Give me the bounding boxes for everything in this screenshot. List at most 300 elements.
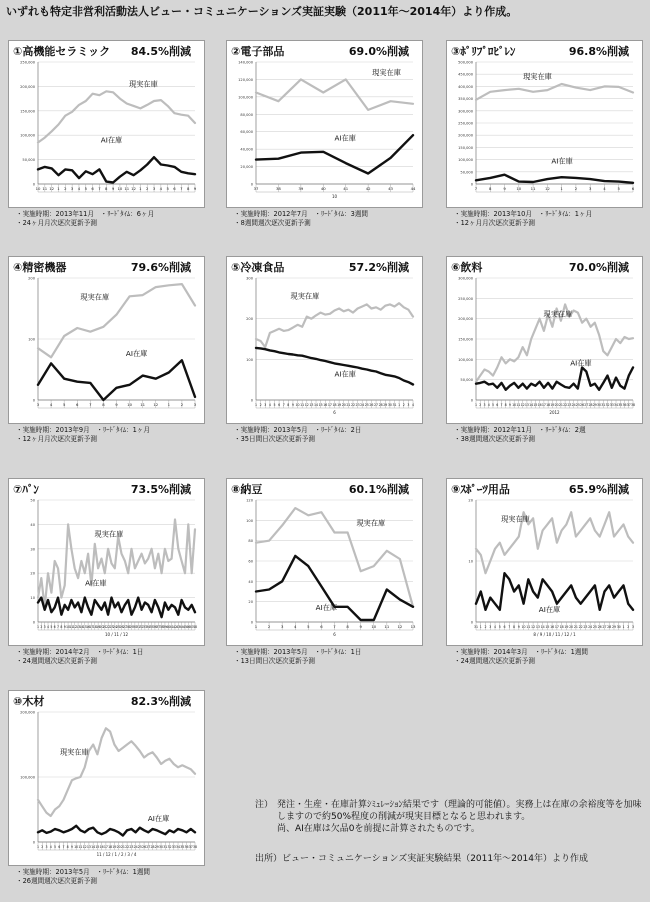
x-tick-label: 30 [597, 403, 602, 407]
chart-note: ・実施時期：2013年11月 ・ﾘｰﾄﾞﾀｲﾑ：6ヶ月 [16, 210, 155, 218]
x-tick-label: 26 [597, 625, 602, 629]
x-group-label: 8 / 9 / 10 / 11 / 12 / 1 [533, 632, 576, 637]
x-tick-label: 3 [588, 186, 592, 191]
y-tick-label: 0 [32, 840, 35, 845]
x-tick-label: 34 [613, 403, 619, 407]
series-label: 現実在庫 [372, 68, 401, 78]
x-tick-label: 2 [146, 186, 149, 191]
y-tick-label: 120 [246, 498, 253, 503]
x-tick-label: 18 [546, 403, 551, 407]
x-tick-label: 31 [601, 403, 606, 407]
x-tick-label: 40 [320, 186, 326, 191]
x-tick-label: 16 [323, 403, 328, 407]
y-tick-label: 100,000 [458, 357, 473, 362]
x-tick-label: 19 [564, 625, 569, 629]
x-tick-label: 10 [521, 625, 526, 629]
x-tick-label: 44 [179, 625, 184, 629]
x-tick-label: 35 [180, 845, 185, 849]
x-tick-label: 40 [166, 625, 171, 629]
y-tick-label: 400,000 [458, 84, 473, 89]
x-tick-label: 33 [171, 845, 176, 849]
x-tick-label: 14 [529, 403, 534, 407]
x-tick-label: 30 [616, 625, 621, 629]
x-group-label: 11 / 12 / 1 / 2 / 3 / 4 [96, 852, 137, 857]
y-tick-label: 0 [470, 398, 473, 403]
source-note: 出所）ビュー・コミュニケーションズ実証実験結果（2011年～2014年）より作成 [255, 854, 589, 864]
x-tick-label: 28 [150, 845, 155, 849]
x-tick-label: 7 [500, 403, 503, 407]
x-tick-label: 24 [133, 845, 138, 849]
x-tick-label: 9 [63, 625, 66, 629]
y-tick-label: 100,000 [20, 133, 35, 138]
y-tick-label: 350,000 [458, 97, 473, 102]
x-tick-label: 16 [550, 625, 555, 629]
x-tick-label: 12 [153, 402, 159, 407]
x-tick-label: 2 [40, 625, 43, 629]
x-tick-label: 4 [603, 186, 606, 191]
chart-note: ・8週間週次逐次更新予測 [234, 219, 311, 227]
chart-note: ・実施時期：2014年2月 ・ﾘｰﾄﾞﾀｲﾑ：1日 [16, 648, 144, 656]
y-tick-label: 200 [246, 317, 253, 322]
x-tick-label: 13 [76, 625, 81, 629]
x-tick-label: 22 [350, 403, 356, 407]
x-tick-label: 25 [364, 403, 369, 407]
x-tick-label: 15 [545, 625, 550, 629]
x-tick-label: 6 [503, 625, 506, 629]
x-tick-label: 33 [142, 625, 147, 629]
y-tick-label: 0 [250, 620, 253, 625]
series-line-ai [476, 368, 633, 390]
y-tick-label: 40 [248, 579, 253, 584]
x-tick-label: 5 [498, 625, 501, 629]
x-tick-label: 22 [578, 625, 583, 629]
x-tick-label: 11 [516, 403, 521, 407]
x-tick-label: 28 [588, 403, 593, 407]
x-tick-label: 32 [605, 403, 610, 407]
x-tick-label: 3 [407, 403, 410, 407]
x-tick-label: 2 [64, 186, 67, 191]
y-tick-label: 20 [30, 571, 35, 576]
series-label: AI在庫 [315, 602, 338, 612]
y-tick-label: 150,000 [458, 145, 473, 150]
y-tick-label: 0 [32, 620, 35, 625]
y-tick-label: 30 [30, 547, 35, 552]
x-tick-label: 1 [57, 186, 60, 191]
x-tick-label: 41 [343, 186, 349, 191]
footnote-line: 尚、AI在庫は欠品0を前提に計算されたものです。 [277, 824, 480, 834]
series-label: 現実在庫 [290, 291, 320, 301]
x-tick-label: 1 [479, 625, 482, 629]
y-tick-label: 200,000 [20, 84, 35, 89]
x-tick-label: 11 [300, 403, 305, 407]
x-tick-label: 5 [617, 186, 620, 191]
reduction-rate: 73.5%削減 [130, 483, 191, 496]
y-tick-label: 150,000 [20, 109, 35, 114]
y-tick-label: 100,000 [458, 158, 473, 163]
x-tick-label: 13 [86, 845, 91, 849]
reduction-rate: 60.1%削減 [348, 483, 409, 496]
x-tick-label: 3 [70, 186, 74, 191]
x-tick-label: 2 [574, 186, 578, 191]
x-tick-label: 4 [411, 403, 415, 407]
y-tick-label: 0 [32, 182, 35, 187]
x-tick-label: 47 [189, 625, 194, 629]
series-line-real [256, 303, 413, 347]
x-tick-label: 5 [491, 403, 494, 407]
chart-note: ・13日間日次逐次更新予測 [234, 657, 315, 665]
series-line-ai [38, 360, 195, 400]
x-tick-label: 38 [192, 845, 198, 849]
x-tick-label: 13 [524, 403, 529, 407]
x-tick-label: 1 [254, 624, 258, 629]
x-tick-label: 12 [82, 845, 87, 849]
chart-note: ・38週間週次逐次更新予測 [454, 435, 535, 443]
reduction-rate: 96.8%削減 [568, 45, 629, 58]
footnote-line: 発注・生産・在庫計算ｼﾐｭﾚｰｼｮﾝ結果です（理論的可能値）。実務上は在庫の余裕度等を加味しますので約50%程度の削減が現実目標となると思われます。 [277, 800, 642, 822]
x-tick-label: 3 [631, 625, 635, 629]
y-tick-label: 100,000 [20, 775, 35, 780]
y-tick-label: 10 [30, 596, 35, 601]
x-tick-label: 16 [537, 403, 542, 407]
x-tick-label: 10 [66, 625, 71, 629]
x-tick-label: 3 [264, 403, 267, 407]
x-tick-label: 3 [489, 625, 492, 629]
x-tick-label: 26 [142, 845, 147, 849]
series-label: AI在庫 [147, 814, 170, 824]
chart-note: ・12ヶ月月次逐次更新予測 [16, 435, 97, 443]
x-tick-label: 27 [122, 625, 127, 629]
y-tick-label: 100,000 [238, 95, 253, 100]
x-tick-label: 2 [41, 845, 44, 849]
chart-plot [226, 478, 423, 646]
x-tick-label: 7 [57, 625, 60, 629]
x-tick-label: 21 [102, 625, 107, 629]
x-tick-label: 26 [369, 403, 374, 407]
x-tick-label: 13 [309, 403, 314, 407]
x-tick-label: 9 [115, 402, 118, 407]
y-tick-label: 50 [30, 498, 35, 503]
x-tick-label: 5 [307, 624, 310, 629]
x-tick-label: 16 [99, 845, 104, 849]
x-tick-label: 19 [550, 403, 555, 407]
y-tick-label: 50,000 [22, 158, 35, 163]
x-tick-label: 35 [618, 403, 623, 407]
y-tick-label: 100 [246, 518, 253, 523]
x-tick-label: 7 [89, 402, 92, 407]
y-tick-label: 300 [246, 276, 253, 281]
x-tick-label: 3 [483, 403, 486, 407]
x-tick-label: 4 [49, 402, 53, 407]
x-tick-label: 23 [567, 403, 572, 407]
x-tick-label: 8 [66, 845, 69, 849]
x-tick-label: 42 [365, 186, 371, 191]
x-tick-label: 12 [397, 624, 403, 629]
x-tick-label: 17 [103, 845, 108, 849]
x-tick-label: 14 [313, 403, 319, 407]
x-tick-label: 9 [359, 624, 362, 629]
x-tick-label: 10 [371, 624, 377, 629]
x-tick-label: 38 [276, 186, 281, 191]
x-tick-label: 11 [140, 402, 146, 407]
x-tick-label: 7 [333, 624, 336, 629]
y-tick-label: 250,000 [458, 296, 473, 301]
x-tick-label: 36 [622, 403, 627, 407]
x-tick-label: 6 [631, 186, 635, 191]
x-tick-label: 19 [337, 403, 342, 407]
series-line-ai [38, 826, 195, 836]
x-tick-label: 15 [318, 403, 323, 407]
x-tick-label: 8 [60, 625, 63, 629]
y-tick-label: 60 [248, 559, 253, 564]
chart-title: ⑤冷凍食品 [231, 261, 285, 274]
x-tick-label: 34 [175, 845, 181, 849]
x-tick-label: 4 [47, 625, 50, 629]
x-tick-label: 1 [36, 625, 40, 629]
chart-title: ①高機能セラミック [13, 45, 111, 58]
footnote-body [277, 799, 645, 835]
x-tick-label: 20 [116, 845, 121, 849]
x-tick-label: 46 [186, 625, 191, 629]
x-tick-label: 25 [575, 403, 580, 407]
x-tick-label: 10 [512, 403, 517, 407]
y-tick-label: 20 [248, 600, 253, 605]
x-tick-label: 25 [137, 845, 142, 849]
x-tick-label: 9 [503, 186, 506, 191]
x-tick-label: 27 [146, 845, 151, 849]
x-tick-label: 12 [304, 403, 309, 407]
chart-note: ・実施時期：2013年10月 ・ﾘｰﾄﾞﾀｲﾑ：1ヶ月 [454, 210, 593, 218]
chart-note: ・実施時期：2013年5月 ・ﾘｰﾄﾞﾀｲﾑ：1日 [234, 648, 362, 656]
x-tick-label: 9 [517, 625, 520, 629]
x-tick-label: 44 [410, 186, 416, 191]
x-tick-label: 12 [544, 186, 550, 191]
series-label: AI在庫 [125, 349, 148, 359]
y-tick-label: 50,000 [460, 378, 473, 383]
x-tick-label: 7 [180, 186, 183, 191]
reduction-rate: 84.5%削減 [130, 45, 191, 58]
x-tick-label: 21 [120, 845, 125, 849]
x-tick-label: 4 [294, 624, 297, 629]
y-tick-label: 40 [30, 522, 35, 527]
x-tick-label: 11 [124, 186, 130, 191]
x-tick-label: 21 [558, 403, 563, 407]
x-tick-label: 23 [355, 403, 360, 407]
x-tick-label: 19 [112, 845, 117, 849]
x-tick-label: 10 [74, 845, 79, 849]
y-tick-label: 10 [468, 559, 473, 564]
chart-note: ・実施時期：2013年5月 ・ﾘｰﾄﾞﾀｲﾑ：1週間 [16, 868, 150, 876]
reduction-rate: 65.9%削減 [568, 483, 629, 496]
x-tick-label: 12 [131, 186, 136, 191]
x-tick-label: 31 [392, 403, 397, 407]
x-tick-label: 8 [346, 624, 349, 629]
x-tick-label: 30 [387, 403, 392, 407]
y-tick-label: 140,000 [238, 60, 253, 65]
x-tick-label: 18 [332, 403, 337, 407]
x-tick-label: 17 [541, 403, 546, 407]
x-tick-label: 8 [105, 186, 108, 191]
x-tick-label: 11 [78, 845, 83, 849]
x-tick-label: 23 [109, 625, 114, 629]
y-tick-label: 0 [250, 182, 253, 187]
y-tick-label: 20,000 [240, 165, 253, 170]
y-tick-label: 500,000 [458, 60, 473, 65]
x-tick-label: 8 [287, 403, 290, 407]
x-tick-label: 8 [489, 186, 492, 191]
x-tick-label: 7 [98, 186, 101, 191]
series-line-real [476, 512, 633, 573]
chart-title: ③ﾎﾟﾘﾌﾟﾛﾋﾟﾚﾝ [451, 45, 516, 58]
x-tick-label: 10 [117, 186, 123, 191]
x-tick-label: 9 [508, 403, 511, 407]
series-line-real [256, 79, 413, 110]
x-tick-label: 9 [111, 186, 115, 191]
y-tick-label: 300,000 [458, 109, 473, 114]
y-tick-label: 0 [32, 398, 35, 403]
x-tick-label: 6 [278, 403, 281, 407]
x-tick-label: 5 [273, 403, 276, 407]
x-tick-label: 4 [487, 403, 490, 407]
x-tick-label: 36 [152, 625, 157, 629]
x-tick-label: 20 [341, 403, 346, 407]
series-label: 現実在庫 [94, 529, 124, 539]
x-tick-label: 20 [569, 625, 574, 629]
x-tick-label: 4 [49, 845, 52, 849]
x-tick-label: 26 [580, 403, 585, 407]
y-tick-label: 450,000 [458, 72, 473, 77]
x-tick-label: 32 [139, 625, 144, 629]
series-label: AI在庫 [334, 133, 356, 143]
y-tick-label: 300,000 [458, 276, 473, 281]
x-tick-label: 12 [531, 625, 536, 629]
x-tick-label: 19 [96, 625, 101, 629]
y-tick-label: 0 [470, 182, 473, 187]
chart-note: ・24週間週次逐次更新予測 [454, 657, 535, 665]
x-tick-label: 6 [58, 845, 61, 849]
x-tick-label: 2 [259, 403, 262, 407]
x-tick-label: 4 [494, 625, 497, 629]
series-label: AI在庫 [100, 135, 123, 145]
x-tick-label: 1 [622, 625, 625, 629]
x-tick-label: 24 [588, 625, 593, 629]
series-line-real [38, 284, 195, 357]
series-label: 現実在庫 [129, 79, 158, 89]
chart-title: ⑨ｽﾎﾟｰﾂ用品 [451, 483, 510, 496]
series-line-ai [38, 598, 195, 618]
y-tick-label: 80,000 [240, 112, 253, 117]
x-tick-label: 12 [72, 625, 77, 629]
reduction-rate: 82.3%削減 [130, 695, 191, 708]
x-tick-label: 6 [76, 402, 79, 407]
chart-title: ⑥飲料 [451, 261, 483, 274]
series-label: 現実在庫 [543, 309, 573, 319]
x-tick-label: 17 [89, 625, 94, 629]
y-tick-label: 250,000 [458, 121, 473, 126]
x-group-label: 6 [333, 632, 336, 637]
x-tick-label: 36 [184, 845, 189, 849]
x-tick-label: 24 [112, 625, 117, 629]
x-tick-label: 30 [159, 845, 164, 849]
series-label: 現実在庫 [501, 514, 530, 524]
x-tick-label: 3 [43, 625, 46, 629]
chart-plot [8, 690, 205, 866]
x-tick-label: 1 [139, 186, 142, 191]
x-tick-label: 1 [398, 403, 401, 407]
x-tick-label: 20 [99, 625, 104, 629]
x-tick-label: 21 [346, 403, 351, 407]
y-tick-label: 200,000 [458, 317, 473, 322]
x-tick-label: 8 [513, 625, 516, 629]
reduction-rate: 70.0%削減 [568, 261, 629, 274]
series-label: AI在庫 [85, 578, 107, 588]
x-tick-label: 27 [374, 403, 379, 407]
chart-title: ⑧納豆 [231, 483, 263, 496]
x-tick-label: 6 [173, 186, 176, 191]
chart-plot [446, 478, 643, 646]
x-tick-label: 6 [320, 624, 323, 629]
chart-title: ⑦ﾊﾟﾝ [13, 483, 39, 496]
x-tick-label: 14 [91, 845, 96, 849]
x-tick-label: 11 [69, 625, 74, 629]
x-tick-label: 1 [560, 186, 563, 191]
chart-note: ・実施時期：2012年7月 ・ﾘｰﾄﾞﾀｲﾑ：3週間 [234, 210, 368, 218]
x-tick-label: 2 [267, 624, 271, 629]
chart-note: ・実施時期：2014年3月 ・ﾘｰﾄﾞﾀｲﾑ：1週間 [454, 648, 588, 656]
x-group-label: 2012 [549, 410, 560, 415]
series-line-real [38, 728, 195, 816]
y-tick-label: 60,000 [240, 130, 253, 135]
x-tick-label: 10 [295, 403, 300, 407]
page-title: いずれも特定非営利活動法人ビュー・コミュニケーションズ実証実験（2011年～2014年）より作成。 [6, 5, 518, 18]
x-tick-label: 11 [42, 186, 48, 191]
x-tick-label: 23 [129, 845, 134, 849]
x-tick-label: 15 [533, 403, 538, 407]
x-tick-label: 17 [327, 403, 332, 407]
x-tick-label: 39 [162, 625, 167, 629]
series-label: AI在庫 [551, 156, 573, 166]
series-line-ai [38, 157, 195, 182]
chart-note: ・実施時期：2013年9月 ・ﾘｰﾄﾞﾀｲﾑ：1ヶ月 [16, 426, 150, 434]
x-tick-label: 38 [159, 625, 164, 629]
x-tick-label: 29 [611, 625, 617, 629]
chart-note: ・24週間週次逐次更新予測 [16, 657, 97, 665]
y-tick-label: 50,000 [460, 170, 473, 175]
x-tick-label: 12 [520, 403, 525, 407]
x-tick-label: 2 [402, 403, 405, 407]
x-tick-label: 15 [82, 625, 87, 629]
x-tick-label: 28 [607, 625, 612, 629]
x-tick-label: 30 [132, 625, 137, 629]
series-label: 現実在庫 [80, 292, 110, 302]
x-tick-label: 42 [172, 625, 177, 629]
x-tick-label: 5 [53, 845, 56, 849]
x-tick-label: 6 [53, 625, 56, 629]
x-tick-label: 38 [630, 403, 636, 407]
x-tick-label: 7 [474, 186, 478, 191]
x-tick-label: 3 [152, 186, 156, 191]
x-tick-label: 5 [50, 625, 53, 629]
x-tick-label: 25 [116, 625, 121, 629]
x-tick-label: 31 [473, 625, 479, 629]
x-tick-label: 11 [530, 186, 536, 191]
x-tick-label: 21 [573, 625, 578, 629]
x-tick-label: 8 [504, 403, 507, 407]
x-tick-label: 1 [474, 403, 478, 407]
x-tick-label: 6 [496, 403, 499, 407]
x-tick-label: 9 [70, 845, 73, 849]
x-tick-label: 3 [36, 402, 40, 407]
chart-note: ・24ヶ月月次逐次更新予測 [16, 219, 97, 227]
